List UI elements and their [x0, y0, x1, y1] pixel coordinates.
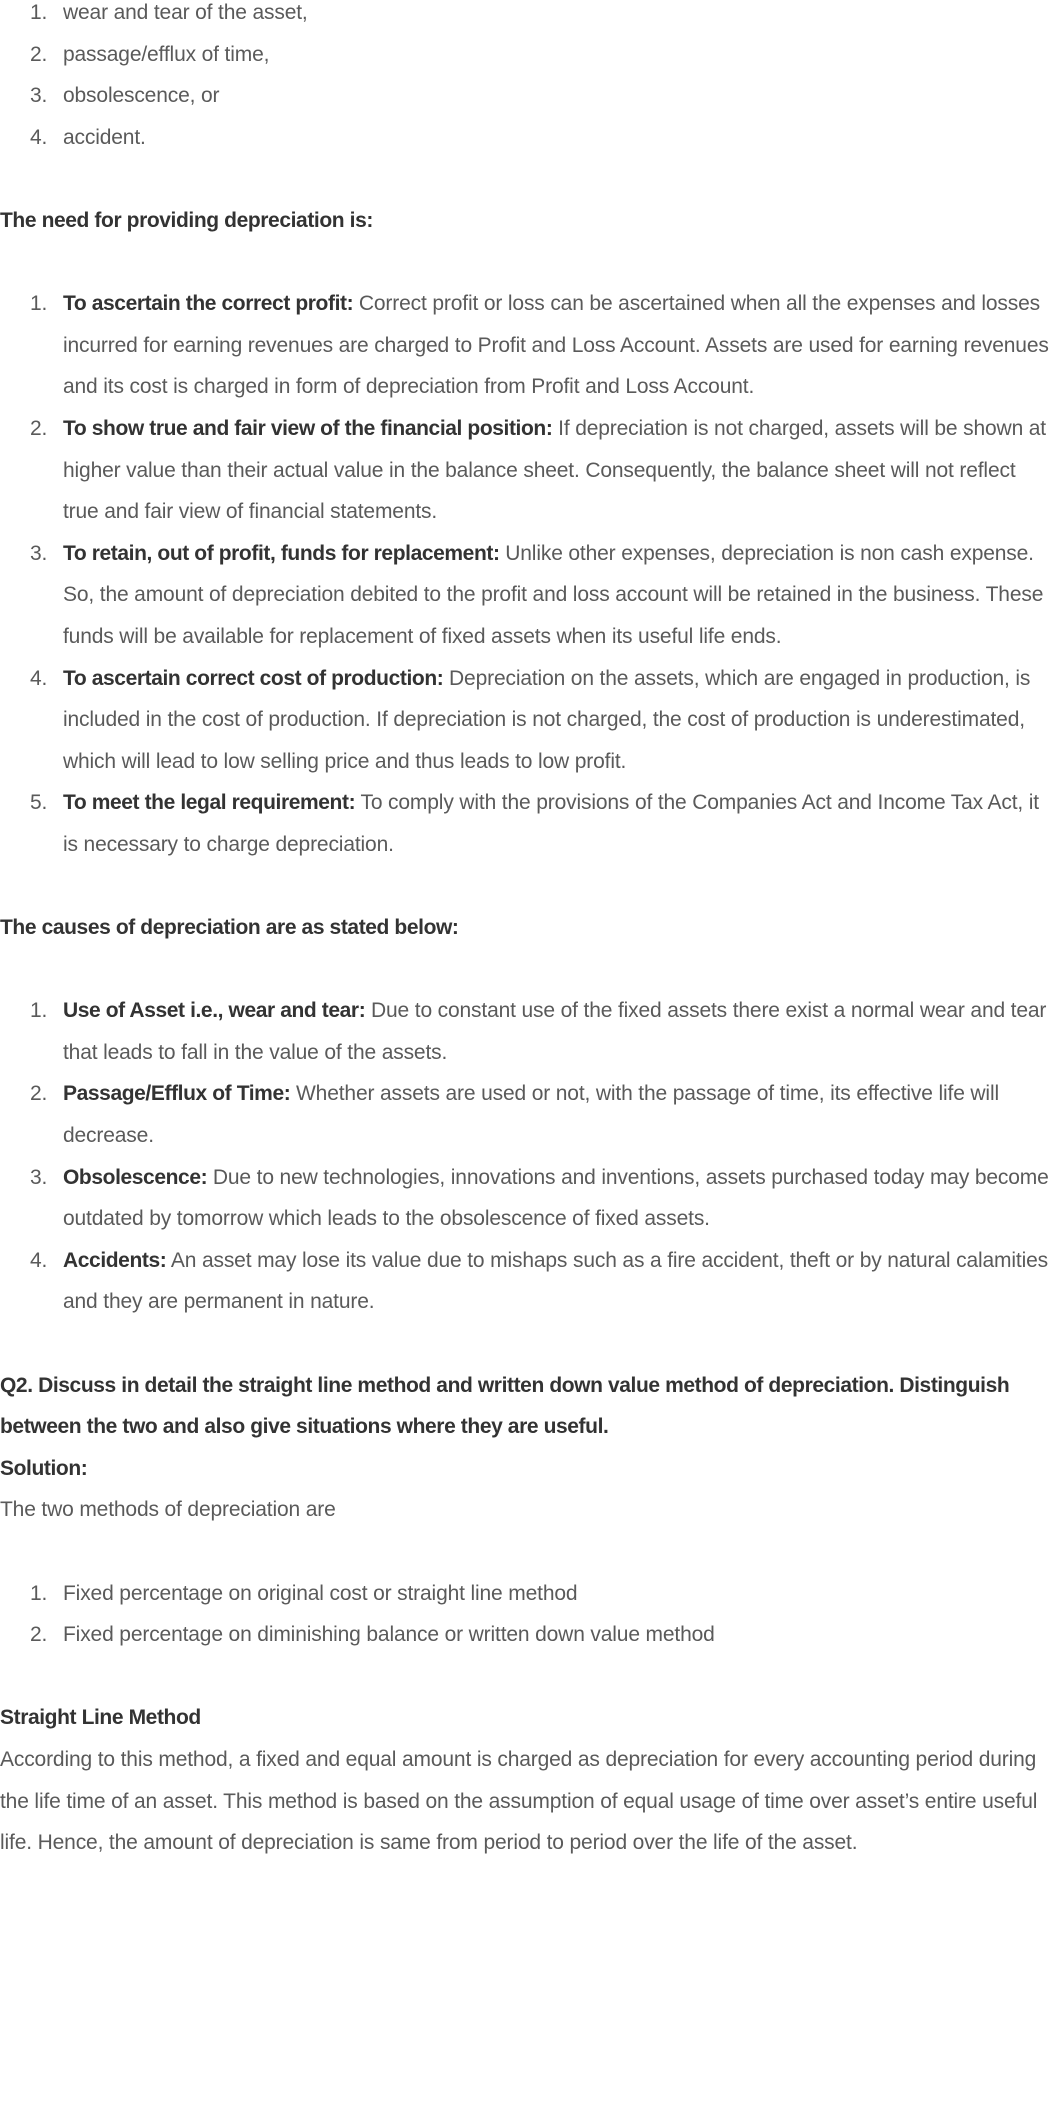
list-item-title: To ascertain correct cost of production: — [63, 666, 444, 690]
list-item-title: Accidents: — [63, 1248, 167, 1272]
list-item — [0, 75, 1054, 117]
list-item-title: Passage/Efflux of Time: — [63, 1082, 291, 1106]
list-item — [0, 533, 1054, 658]
list-item — [0, 1573, 1054, 1615]
list-number: 3. — [30, 1165, 48, 1189]
list-item-title: To meet the legal requirement: — [63, 791, 356, 815]
list-number: 2. — [30, 1082, 48, 1106]
list-item — [0, 117, 1054, 159]
methods-list — [0, 1573, 1054, 1656]
solution-label: Solution: — [0, 1456, 88, 1480]
list-number: 4. — [30, 666, 48, 690]
list-number: 1. — [30, 1581, 48, 1605]
list-item-title: To retain, out of profit, funds for replacement: — [63, 541, 500, 565]
list-item — [0, 1614, 1054, 1656]
list-item-title: To ascertain the correct profit: — [63, 292, 354, 316]
list-number: 5. — [30, 791, 48, 815]
list-number: 1. — [30, 1, 48, 24]
methods-intro: The two methods of depreciation are — [0, 1498, 336, 1522]
list-number: 4. — [30, 1248, 48, 1272]
slm-heading: Straight Line Method — [0, 1706, 201, 1730]
list-item-text: accident. — [63, 125, 146, 149]
slm-text: According to this method, a fixed and equal amount is charged as depreciation for every accounting period during the life time of an asset. This method is based on the assumption of equal usage of time over asset’s entire useful life. Hence, the amount of depreciation is same from period to period over the life of the asset. — [0, 1747, 1038, 1855]
list-item — [0, 283, 1054, 408]
list-number: 2. — [30, 416, 48, 440]
list-item-text: An asset may lose its value due to mishaps such as a fire accident, theft or by natural calamities and they are permanent in nature. — [63, 1248, 1048, 1314]
list-number: 1. — [30, 999, 48, 1023]
q2-question: Q2. Discuss in detail the straight line method and written down value method of depreciation. Distinguish between the two and also give situations where they are useful. — [0, 1373, 1010, 1439]
list-item-text: To comply with the provisions of the Companies Act and Income Tax Act, it is necessary to charge depreciation. — [63, 791, 1039, 856]
list-item — [0, 1240, 1054, 1323]
list-item — [0, 658, 1054, 783]
causes-heading: The causes of depreciation are as stated below: — [0, 916, 459, 940]
list-item-text: obsolescence, or — [63, 84, 220, 108]
list-number: 1. — [30, 292, 48, 316]
list-item-text: Unlike other expenses, depreciation is non cash expense. So, the amount of depreciation debited to the profit and loss account will be retained in the business. These funds will be available for replacement of fixed assets when its useful life ends. — [63, 541, 1044, 648]
list-item-text: Due to new technologies, innovations and inventions, assets purchased today may become outdated by tomorrow which leads to the obsolescence of fixed assets. — [63, 1165, 1049, 1231]
list-item-text: Due to constant use of the fixed assets there exist a normal wear and tear that leads to fall in the value of the assets. — [63, 999, 1047, 1064]
intro-list — [0, 0, 1054, 158]
list-item — [0, 34, 1054, 76]
causes-list — [0, 990, 1054, 1323]
list-item-text: If depreciation is not charged, assets will be shown at higher value than their actual value in the balance sheet. Consequently, the balance sheet will not reflect true and fair view of financial statements. — [63, 416, 1046, 524]
need-heading: The need for providing depreciation is: — [0, 208, 373, 232]
list-number: 3. — [30, 84, 48, 108]
list-item — [0, 1157, 1054, 1240]
list-item-text: wear and tear of the asset, — [63, 1, 308, 24]
list-item — [0, 990, 1054, 1073]
list-item-text: Whether assets are used or not, with the passage of time, its effective life will decrease. — [63, 1082, 999, 1148]
list-item-title: Obsolescence: — [63, 1165, 208, 1189]
list-item — [0, 0, 1054, 34]
list-item-text: Depreciation on the assets, which are engaged in production, is included in the cost of production. If depreciation is not charged, the cost of production is underestimated, which will lead to low selling price and thus leads to low profit. — [63, 666, 1031, 773]
list-item-text: Correct profit or loss can be ascertained when all the expenses and losses incurred for earning revenues are charged to Profit and Loss Account. Assets are used for earning revenues and its cost is charged in form of depreciation from Profit and Loss Account. — [63, 292, 1049, 399]
list-number: 2. — [30, 1623, 48, 1647]
list-item-title: To show true and fair view of the financial position: — [63, 416, 553, 440]
list-number: 3. — [30, 541, 48, 565]
list-item-text: Fixed percentage on diminishing balance or written down value method — [63, 1623, 715, 1647]
list-item-text: Fixed percentage on original cost or straight line method — [63, 1581, 578, 1605]
list-item — [0, 782, 1054, 865]
list-item — [0, 1073, 1054, 1156]
list-item-text: passage/efflux of time, — [63, 42, 270, 66]
list-number: 2. — [30, 42, 48, 66]
list-item — [0, 408, 1054, 533]
list-number: 4. — [30, 125, 48, 149]
need-list — [0, 283, 1054, 865]
list-item-title: Use of Asset i.e., wear and tear: — [63, 999, 366, 1023]
